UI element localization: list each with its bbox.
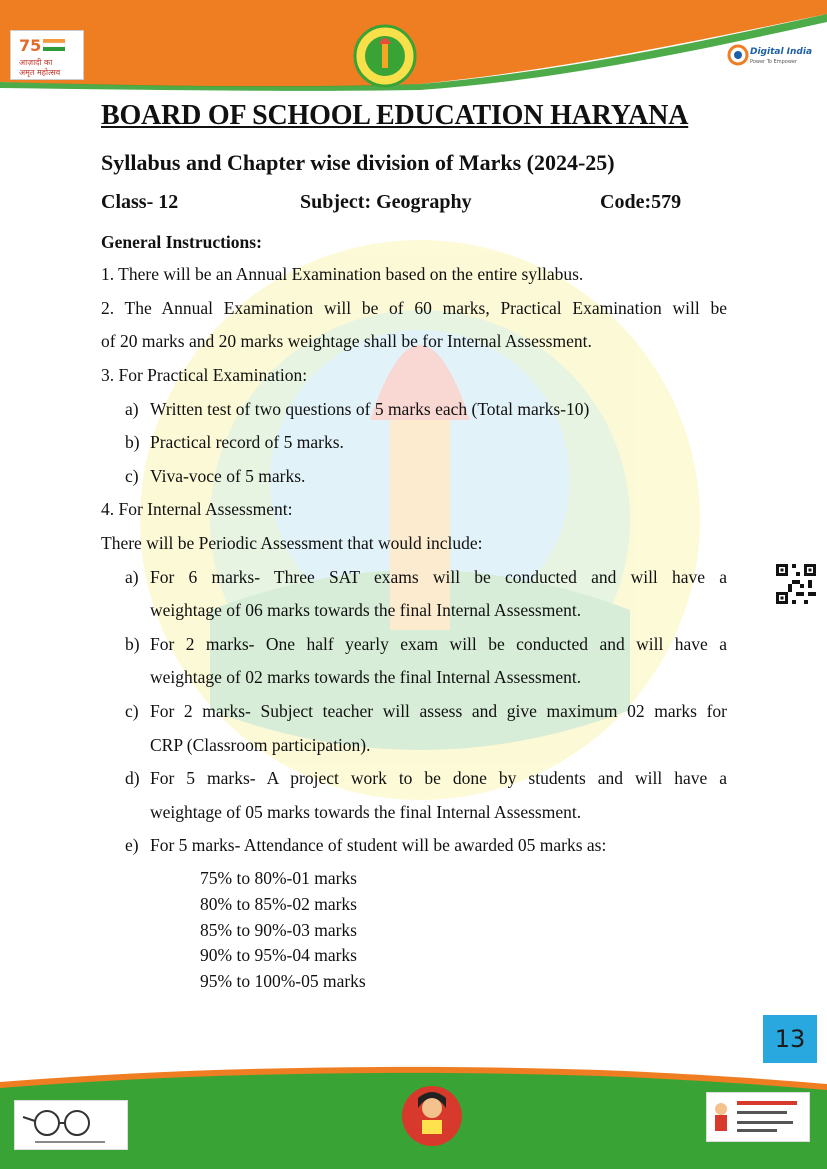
instructions-heading: General Instructions: <box>101 232 262 252</box>
swachh-bharat-logo <box>14 1100 128 1150</box>
assessment-item-a-line1: For 6 marks- Three SAT exams will be conducted and will have a <box>150 567 727 587</box>
instruction-2-line2: of 20 marks and 20 marks weightage shall be for Internal Assessment. <box>101 331 592 351</box>
class-label: Class- 12 <box>101 191 179 213</box>
svg-text:Power To Empower: Power To Empower <box>750 59 798 65</box>
subject-label: Subject: Geography <box>300 191 472 213</box>
periodic-assessment-intro: There will be Periodic Assessment that would include: <box>101 533 483 553</box>
svg-text:75: 75 <box>19 36 42 55</box>
assessment-marker-d: d) <box>125 768 140 788</box>
attendance-scale-2: 80% to 85%-02 marks <box>200 894 357 914</box>
page-title: BOARD OF SCHOOL EDUCATION HARYANA <box>101 100 689 131</box>
practical-marker-b: b) <box>125 432 140 452</box>
left-logo-line1: आज़ादी का <box>19 58 53 67</box>
instruction-3: 3. For Practical Examination: <box>101 365 308 385</box>
assessment-marker-b: b) <box>125 634 140 654</box>
attendance-scale-5: 95% to 100%-05 marks <box>200 971 366 991</box>
practical-item-c: Viva-voce of 5 marks. <box>150 466 306 486</box>
assessment-marker-c: c) <box>125 701 139 721</box>
practical-item-a: Written test of two questions of 5 marks each (Total marks-10) <box>150 399 590 419</box>
attendance-scale-3: 85% to 90%-03 marks <box>200 920 357 940</box>
beti-bachao-logo-icon <box>398 1078 466 1150</box>
instruction-1: 1. There will be an Annual Examination based on the entire syllabus. <box>101 264 584 284</box>
assessment-item-c-line2: CRP (Classroom participation). <box>150 735 371 755</box>
assessment-item-b-line2: weightage of 02 marks towards the final Internal Assessment. <box>150 667 582 687</box>
digital-india-text: Digital India <box>750 47 813 57</box>
practical-marker-c: c) <box>125 466 139 486</box>
assessment-item-d-line2: weightage of 05 marks towards the final Internal Assessment. <box>150 802 582 822</box>
assessment-marker-a: a) <box>125 567 139 587</box>
assessment-item-c-line1: For 2 marks- Subject teacher will assess and give maximum 02 marks for <box>150 701 727 721</box>
attendance-scale-4: 90% to 95%-04 marks <box>200 945 357 965</box>
shiksha-ka-adhikar-logo <box>706 1092 810 1142</box>
assessment-marker-e: e) <box>125 835 139 855</box>
instruction-2-line1: 2. The Annual Examination will be of 60 marks, Practical Examination will be <box>101 298 727 318</box>
left-logo-line2: अमृत महोत्सव <box>19 68 61 77</box>
page-subtitle: Syllabus and Chapter wise division of Marks (2024-25) <box>101 150 615 175</box>
assessment-item-e-line1: For 5 marks- Attendance of student will be awarded 05 marks as: <box>150 835 607 855</box>
qr-code-icon[interactable] <box>776 564 816 604</box>
practical-item-b: Practical record of 5 marks. <box>150 432 344 452</box>
assessment-item-a-line2: weightage of 06 marks towards the final Internal Assessment. <box>150 600 582 620</box>
page-number: 13 <box>763 1015 817 1063</box>
instruction-4: 4. For Internal Assessment: <box>101 499 293 519</box>
assessment-item-b-line1: For 2 marks- One half yearly exam will be conducted and will have a <box>150 634 727 654</box>
code-label: Code:579 <box>600 191 682 213</box>
assessment-item-d-line1: For 5 marks- A project work to be done by students and will have a <box>150 768 727 788</box>
practical-marker-a: a) <box>125 399 139 419</box>
attendance-scale-1: 75% to 80%-01 marks <box>200 868 357 888</box>
